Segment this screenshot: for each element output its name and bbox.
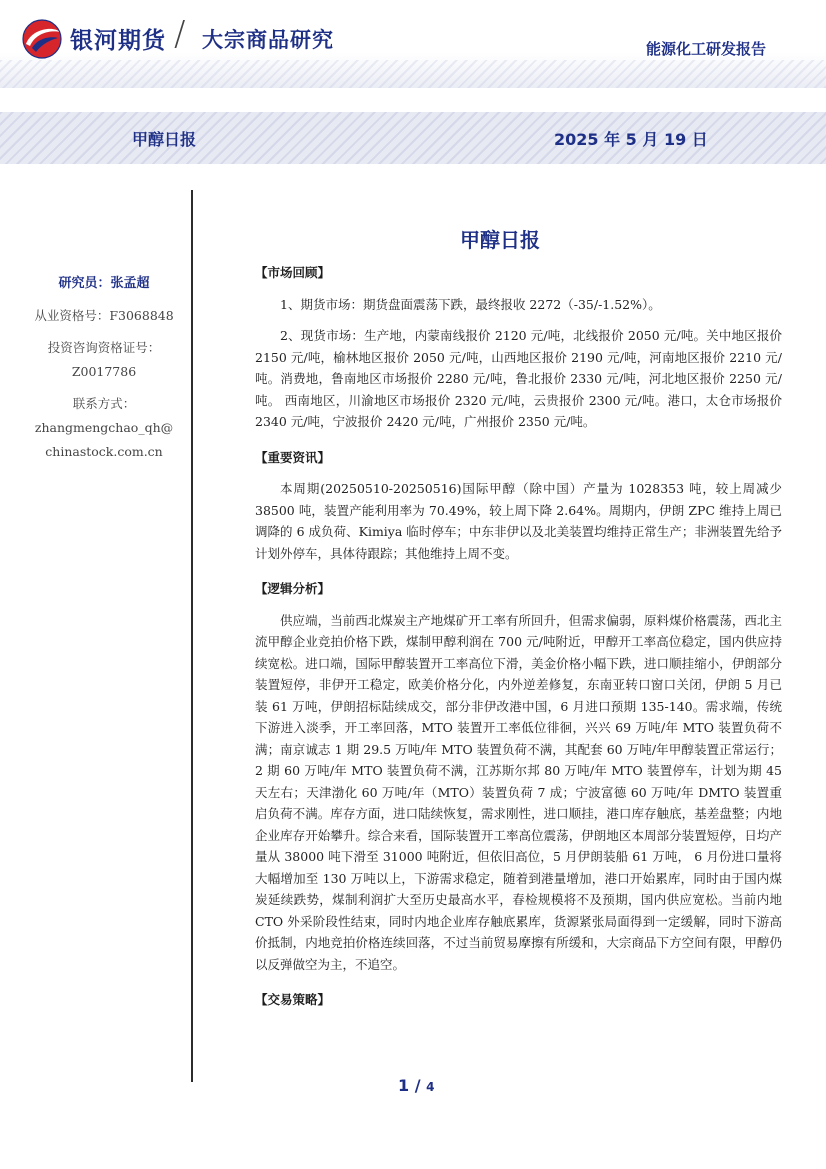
department-name: 大宗商品研究 (202, 28, 334, 52)
consult-license-label: 投资咨询资格证号： (47, 340, 161, 355)
report-body (255, 262, 782, 1021)
header-stripes (0, 60, 826, 88)
page-title: 甲醇日报 (460, 228, 540, 252)
news-paragraph: 本周期(20250510-20250516)国际甲醇（除中国）产量为 1028353 吨，较上周减少 38500 吨，装置产能利用率为 70.49%，较上周下降 2.64%。周期内，伊朗 ZPC 维持上周已调降的 6 成负荷、Kimiya 临时停车；中东非伊以及北美装置均维持正常生产；非洲装置先给予计划外停车，具体待跟踪；其他维持上周不变。 (255, 481, 782, 561)
header-separator: / (174, 14, 186, 54)
license-number: 从业资格号：F3068848 (34, 308, 174, 323)
analyst-name: 研究员：张孟超 (58, 276, 150, 291)
analyst-sidebar (24, 272, 184, 464)
section-heading-logic: 【逻辑分析】 (255, 581, 331, 596)
consult-license-number: Z0017786 (71, 364, 137, 379)
contact-label: 联系方式： (72, 396, 136, 411)
contact-email-line2[interactable]: chinastock.com.cn (45, 444, 163, 459)
page-current: 1 (398, 1076, 410, 1095)
section-heading-market: 【市场回顾】 (255, 265, 331, 280)
page-number (398, 1076, 434, 1095)
contact-email-line1[interactable]: zhangmengchao_qh@ (34, 420, 174, 435)
logic-paragraph: 供应端，当前西北煤炭主产地煤矿开工率有所回升，但需求偏弱，原料煤价格震荡，西北主流甲醇企业竞拍价格下跌，煤制甲醇利润在 700 元/吨附近，甲醇开工率高位稳定，国内供应持续宽松。进口端，国际甲醇装置开工率高位下滑，美金价格小幅下跌，进口顺挂缩小，伊朗部分装置短停，非伊开工稳定，欧美价格分化，内外逆差修复，东南亚转口窗口关闭，伊朗 5 月已装 61 万吨，伊朗招标陆续成交，部分非伊改港中国，6 月进口预期 135-140。需求端，传统下游进入淡季，开工率回落，MTO 装置开工率低位徘徊，兴兴 69 万吨/年 MTO 装置负荷不满；南京诚志 1 期 29.5 万吨/年 MTO 装置负荷不满，其配套 60 万吨/年甲醇装置正常运行；2 期 60 万吨/年 MTO 装置负荷不满，江苏斯尔邦 80 万吨/年 MTO 装置停车，计划为期 45 天左右；天津渤化 60 万吨/年（MTO）装置负荷 7 成；宁波富德 60 万吨/年 DMTO 装置重启负荷不满。库存方面，进口陆续恢复，需求刚性，进口顺挂，港口库存触底，基差盘整；内地企业库存开始攀升。综合来看，国际装置开工率高位震荡，伊朗地区本周部分装置短停，日均产量从 38000 吨下滑至 31000 吨附近，但依旧高位，5 月伊朗装船 61 万吨， 6 月份进口量将大幅增加至 130 万吨以上，下游需求稳定，随着到港量增加，港口开始累库，同时由于国内煤炭延续跌势，煤制利润扩大至历史最高水平，春检规模将不及预期，国内供应宽松。当前内地 CTO 外采阶段性结束，同时内地企业库存触底累库，货源紧张局面得到一定缓解，同时下游高价抵制，内地竞拍价格连续回落，不过当前贸易摩擦有所缓和，大宗商品下方空间有限，甲醇仍以反弹做空为主，不追空。 (255, 612, 782, 972)
brand-name: 银河期货 (70, 28, 166, 54)
sidebar-divider (191, 190, 193, 1082)
report-type: 能源化工研发报告 (646, 40, 767, 58)
band-report-title: 甲醇日报 (132, 130, 197, 149)
section-heading-strategy: 【交易策略】 (255, 992, 331, 1007)
page-separator: / (409, 1076, 427, 1095)
report-date: 2025 年 5 月 19 日 (554, 130, 708, 149)
market-futures-paragraph: 1、期货市场：期货盘面震荡下跌，最终报收 2272（-35/-1.52%）。 (280, 296, 661, 312)
page-total: 4 (426, 1080, 435, 1094)
galaxy-futures-logo-icon (20, 18, 64, 60)
section-heading-news: 【重要资讯】 (255, 449, 331, 465)
market-spot-paragraph: 2、现货市场：生产地，内蒙南线报价 2120 元/吨，北线报价 2050 元/吨。关中地区报价 2150 元/吨，榆林地区报价 2050 元/吨，山西地区报价 2190 元/吨，河南地区报价 2210 元/吨。消费地，鲁南地区市场报价 2280 元/吨，鲁北报价 2330 元/吨，河北地区报价 2250 元/吨。 西南地区，川渝地区市场报价 2320 元/吨，云贵报价 2300 元/吨。港口，太仓市场报价 2340 元/吨，宁波报价 2420 元/吨，广州报价 2350 元/吨。 (255, 328, 782, 429)
